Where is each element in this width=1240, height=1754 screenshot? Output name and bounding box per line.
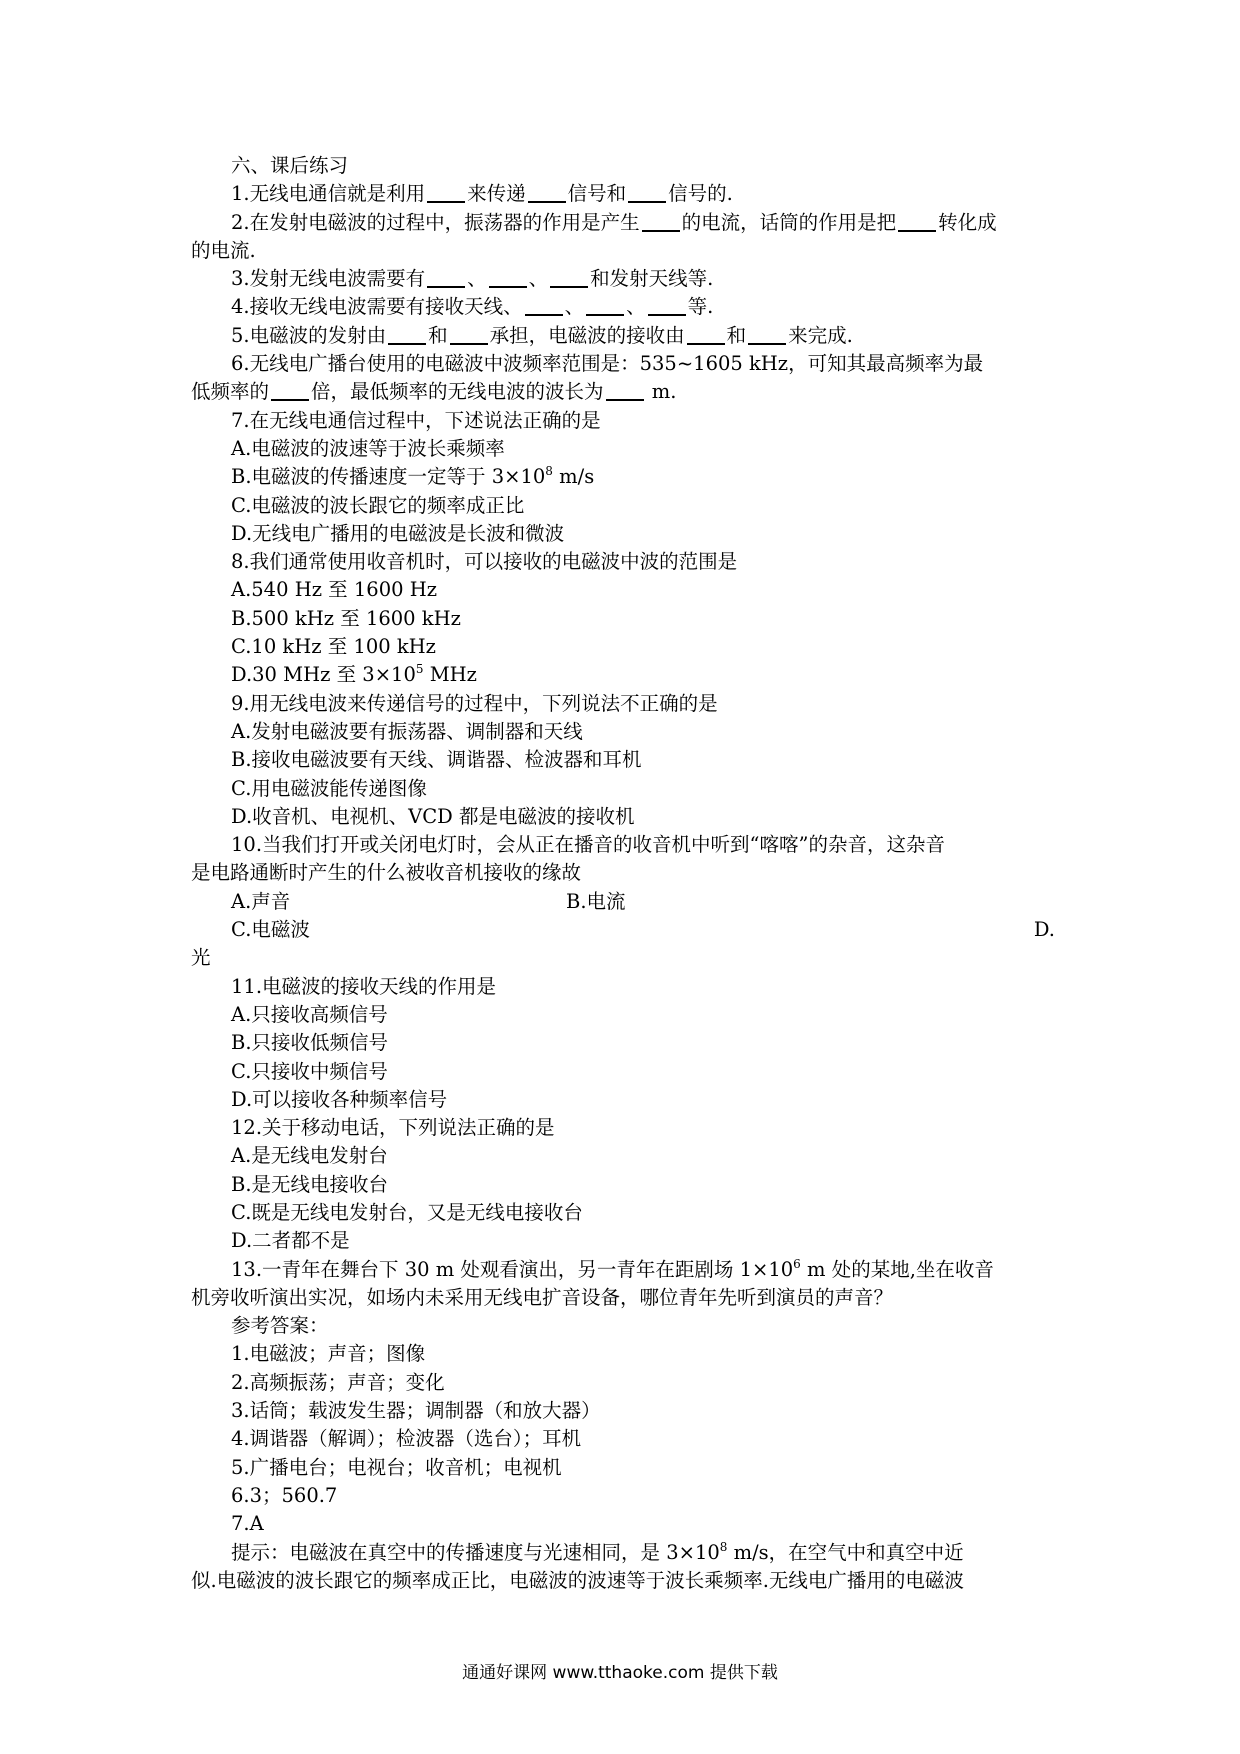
question-4: 4.接收无线电波需要有接收天线、 、 、 等. — [231, 295, 714, 319]
option: B.是无线电接收台 — [231, 1172, 389, 1196]
option: A.540 Hz 至 1600 Hz — [231, 578, 437, 602]
answer: 3.话筒；载波发生器；调制器（和放大器） — [231, 1399, 601, 1423]
question-7-stem: 7.在无线电通信过程中，下述说法正确的是 — [231, 408, 601, 432]
question-11-stem: 11.电磁波的接收天线的作用是 — [231, 974, 497, 998]
option: A.只接收高频信号 — [231, 1002, 388, 1026]
option: A.电磁波的波速等于波长乘频率 — [231, 436, 505, 460]
answer: 1.电磁波；声音；图像 — [231, 1342, 426, 1366]
option: B.500 kHz 至 1600 kHz — [231, 606, 461, 630]
blank — [525, 296, 563, 316]
question-6: 6.无线电广播台使用的电磁波中波频率范围是：535~1605 kHz，可知其最高频率为最 — [231, 352, 984, 376]
question-8-stem: 8.我们通常使用收音机时，可以接收的电磁波中波的范围是 — [231, 550, 738, 574]
option: D.收音机、电视机、VCD 都是电磁波的接收机 — [231, 804, 635, 828]
option: D.30 MHz 至 $3\times 10^5$ MHz — [231, 662, 477, 687]
answer: 2.高频振荡；声音；变化 — [231, 1370, 445, 1394]
blank — [271, 381, 309, 401]
blank — [642, 212, 680, 232]
option-cont: 光 — [191, 946, 211, 970]
option: B.电流 — [566, 889, 626, 913]
question-10-stem: 10.当我们打开或关闭电灯时，会从正在播音的收音机中听到“喀喀”的杂音，这杂音 — [231, 833, 945, 857]
question-12-stem: 12.关于移动电话，下列说法正确的是 — [231, 1116, 555, 1140]
option: C.电磁波的波长跟它的频率成正比 — [231, 493, 525, 517]
exercise-content — [191, 152, 1061, 1595]
answers-title: 参考答案： — [231, 1314, 329, 1338]
option: C.电磁波 — [231, 918, 310, 942]
option: C.只接收中频信号 — [231, 1059, 388, 1083]
option: C.用电磁波能传递图像 — [231, 776, 427, 800]
answer: 4.调谐器（解调）；检波器（选台）；耳机 — [231, 1427, 582, 1451]
option: A.是无线电发射台 — [231, 1144, 388, 1168]
blank — [550, 268, 588, 288]
blank — [427, 268, 465, 288]
blank — [628, 183, 666, 203]
question-3: 3.发射无线电波需要有 、 、 和发射天线等. — [231, 267, 714, 291]
option: D. — [1033, 918, 1055, 942]
answer: 5.广播电台；电视台；收音机；电视机 — [231, 1455, 562, 1479]
answer-hint-cont: 似.电磁波的波长跟它的频率成正比，电磁波的波速等于波长乘频率.无线电广播用的电磁波 — [191, 1568, 964, 1592]
blank — [687, 325, 725, 345]
blank — [388, 325, 426, 345]
blank — [748, 325, 786, 345]
option-row — [191, 888, 1061, 916]
option: B.只接收低频信号 — [231, 1031, 389, 1055]
question-13-cont: 机旁收听演出实况，如场内未采用无线电扩音设备，哪位青年先听到演员的声音？ — [191, 1285, 894, 1309]
question-2: 2.在发射电磁波的过程中，振荡器的作用是产生 的电流，话筒的作用是把 转化成 — [231, 210, 997, 234]
blank — [450, 325, 488, 345]
blank — [898, 212, 936, 232]
blank — [528, 183, 566, 203]
answer: 7.A — [231, 1512, 264, 1536]
option-row — [191, 916, 1061, 944]
question-5: 5.电磁波的发射由 和 承担，电磁波的接收由 和 来完成. — [231, 323, 853, 347]
option: C.10 kHz 至 100 kHz — [231, 635, 436, 659]
page-footer: 通通好课网 www.tthaoke.com 提供下载 — [462, 1663, 778, 1683]
question-6-cont: 低频率的 倍，最低频率的无线电波的波长为 m. — [191, 380, 677, 404]
question-10-cont: 是电路通断时产生的什么被收音机接收的缘故 — [191, 861, 582, 885]
blank — [427, 183, 465, 203]
blank — [489, 268, 527, 288]
option: B.电磁波的传播速度一定等于 $3\times 10^8$ m/s — [231, 464, 595, 489]
question-2-cont: 的电流. — [191, 238, 256, 262]
option: D.无线电广播用的电磁波是长波和微波 — [231, 521, 565, 545]
blank — [606, 381, 644, 401]
blank — [586, 296, 624, 316]
question-1: 1.无线电通信就是利用 来传递 信号和 信号的. — [231, 182, 733, 206]
answer-hint: 提示：电磁波在真空中的传播速度与光速相同，是 $3\times 10^8$ m/s，在空气中和真空中近 — [231, 1539, 964, 1564]
section-title: 六、课后练习 — [231, 154, 349, 177]
option: A.声音 — [231, 889, 291, 913]
option: A.发射电磁波要有振荡器、调制器和天线 — [231, 719, 583, 743]
question-13-stem: 13.一青年在舞台下 30 m 处观看演出，另一青年在距剧场 $1\times 10^6$ m 处的某地,坐在收音 — [231, 1256, 994, 1281]
option: B.接收电磁波要有天线、调谐器、检波器和耳机 — [231, 748, 642, 772]
question-9-stem: 9.用无线电波来传递信号的过程中，下列说法不正确的是 — [231, 691, 718, 715]
option: C.既是无线电发射台，又是无线电接收台 — [231, 1200, 583, 1224]
option: D.可以接收各种频率信号 — [231, 1087, 448, 1111]
option: D.二者都不是 — [231, 1229, 350, 1253]
answer: 6.3；560.7 — [231, 1483, 338, 1507]
blank — [648, 296, 686, 316]
